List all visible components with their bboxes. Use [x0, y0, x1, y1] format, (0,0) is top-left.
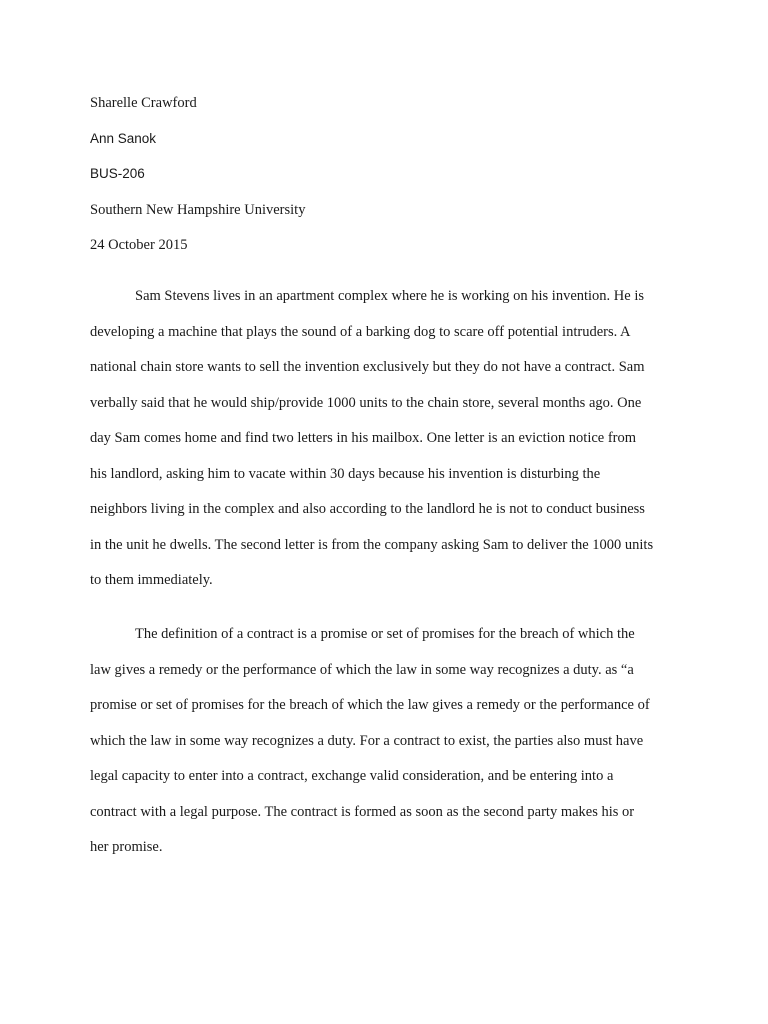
paragraph-line: contract with a legal purpose. The contract is formed as soon as the second party makes his or	[90, 803, 635, 820]
paragraph-line: legal capacity to enter into a contract, exchange valid consideration, and be entering into a	[90, 768, 614, 784]
paragraph-definition	[90, 623, 680, 872]
paragraph-line: neighbors living in the complex and also according to the landlord he is not to conduct business	[90, 501, 645, 517]
paragraph-line: in the unit he dwells. The second letter is from the company asking Sam to deliver the 1000 units	[90, 536, 654, 553]
paragraph-line: day Sam comes home and find two letters in his mailbox. One letter is an eviction notice from	[90, 430, 637, 446]
instructor-name: Ann Sanok	[90, 130, 157, 146]
paragraph-line: promise or set of promises for the breach of which the law gives a remedy or the performance of	[90, 697, 650, 713]
paragraph-line: to them immediately.	[90, 572, 213, 588]
paragraph-line: her promise.	[90, 839, 163, 855]
paragraph-line: Sam Stevens lives in an apartment complex where he is working on his invention. He is	[135, 288, 645, 304]
course-code: BUS-206	[90, 166, 145, 181]
paragraph-line: verbally said that he would ship/provide 1000 units to the chain store, several months ago. One	[90, 394, 642, 411]
institution-name: Southern New Hampshire University	[90, 201, 306, 218]
paragraph-facts	[90, 285, 680, 605]
paragraph-line: which the law in some way recognizes a duty. For a contract to exist, the parties also must have	[90, 732, 644, 749]
student-name: Sharelle Crawford	[90, 95, 197, 111]
document-date: 24 October 2015	[90, 237, 188, 253]
paragraph-line: developing a machine that plays the sound of a barking dog to scare off potential intruders. A	[90, 323, 631, 340]
paragraph-line: law gives a remedy or the performance of which the law in some way recognizes a duty. as “a	[90, 661, 634, 678]
paragraph-line: The definition of a contract is a promise or set of promises for the breach of which the	[135, 626, 635, 642]
paragraph-line: national chain store wants to sell the invention exclusively but they do not have a contract. Sam	[90, 359, 645, 375]
mla-heading	[90, 92, 690, 270]
paragraph-line: his landlord, asking him to vacate within 30 days because his invention is disturbing the	[90, 465, 601, 482]
